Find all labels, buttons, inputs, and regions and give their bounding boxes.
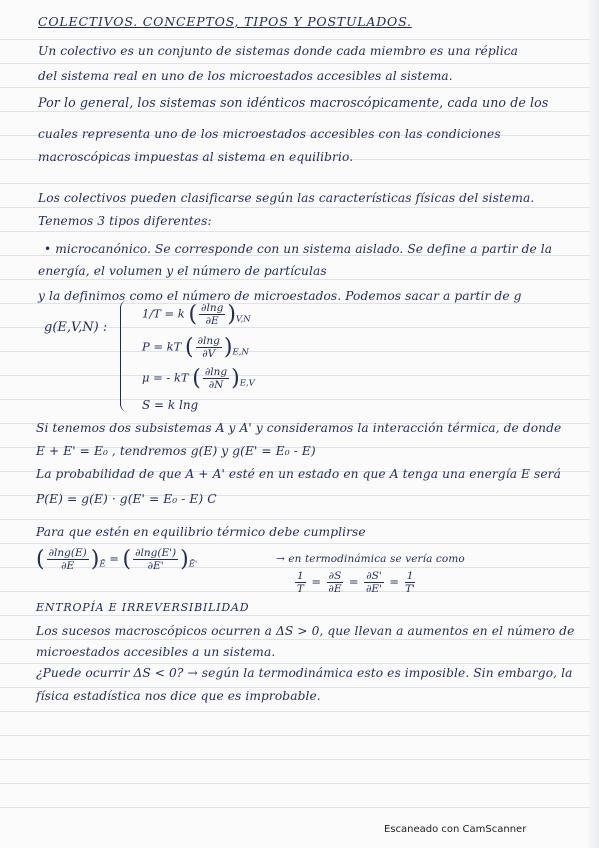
ruled-line — [0, 351, 599, 352]
ruled-line — [0, 687, 599, 688]
equation-temperature: 1/T = k ( $\frac{\partial\ln g}{\partial E}$ )$_{V,N}$ — [142, 301, 251, 327]
ruled-line — [0, 807, 599, 808]
system-lhs: g(E,V,N) : — [44, 320, 108, 335]
left-brace — [120, 300, 131, 412]
ruled-line — [0, 663, 599, 664]
bullet-item: • microcanónico. Se corresponde con un sistema aislado. Se define a partir de la — [44, 242, 553, 256]
equation-probability: P(E) = g(E) · g(E' = E₀ - E) C — [36, 492, 217, 506]
text-line: E + E' = E₀ , tendremos g(E) y g(E' = E₀ - E) — [36, 444, 316, 458]
page-edge-shadow — [589, 0, 599, 848]
ruled-line — [0, 303, 599, 304]
page-title: COLECTIVOS. CONCEPTOS, TIPOS Y POSTULADOS. — [38, 14, 412, 29]
ruled-line — [0, 87, 599, 88]
equation-chemical-potential: μ = - kT ( $\frac{\partial\ln g}{\partial N}$ )$_{E,V}$ — [142, 365, 255, 391]
text-line: ¿Puede ocurrir ΔS < 0? → según la termodinámica esto es imposible. Sin embargo, la — [36, 666, 573, 680]
equation-entropy: S = k lng — [142, 398, 199, 412]
ruled-line — [0, 783, 599, 784]
ruled-line — [0, 207, 599, 208]
text-line: y la definimos como el número de microestados. Podemos sacar a partir de g — [38, 289, 522, 303]
scanner-watermark: Escaneado con CamScanner — [384, 824, 527, 835]
text-line: cuales representa uno de los microestados accesibles con las condiciones — [38, 127, 501, 141]
ruled-line — [0, 231, 599, 232]
thermodynamic-equality: $\frac{1}{T}$ = $\frac{\partial S}{\partial E}$ = $\frac{\partial S'}{\partial E'}$ = $\frac{1}{T'}$ — [296, 570, 415, 595]
ruled-line — [0, 639, 599, 640]
ruled-line — [0, 735, 599, 736]
text-line: macroscópicas impuestas al sistema en equilibrio. — [38, 150, 354, 164]
text-line: Para que estén en equilibrio térmico debe cumplirse — [36, 525, 366, 539]
ruled-line — [0, 519, 599, 520]
text-line: energía, el volumen y el número de partículas — [38, 264, 327, 278]
text-line: Los colectivos pueden clasificarse según las características físicas del sistema. — [38, 191, 535, 205]
equilibrium-condition: ( $\frac{\partial\ln g(E)}{\partial E}$ )$_Ē$ = ( $\frac{\partial\ln g(E')}{\partial E'}$ )$_{Ē'}$ — [36, 546, 198, 572]
ruled-line — [0, 63, 599, 64]
ruled-line — [0, 399, 599, 400]
text-line: física estadística nos dice que es improbable. — [36, 689, 321, 703]
ruled-line — [0, 711, 599, 712]
text-line: Si tenemos dos subsistemas A y A' y consideramos la interacción térmica, de donde — [36, 421, 562, 435]
ruled-line — [0, 183, 599, 184]
text-line: La probabilidad de que A + A' esté en un estado en que A tenga una energía E será — [36, 467, 561, 481]
ruled-line — [0, 39, 599, 40]
equation-pressure: P = kT ( $\frac{\partial\ln g}{\partial V}$ )$_{E,N}$ — [142, 334, 249, 360]
ruled-line — [0, 279, 599, 280]
text-line: del sistema real en uno de los microestados accesibles al sistema. — [38, 69, 453, 83]
text-line: Tenemos 3 tipos diferentes: — [38, 214, 212, 228]
thermodynamics-note: → en termodinámica se vería como — [276, 553, 465, 565]
ruled-line — [0, 759, 599, 760]
text-line: microestados accesibles a un sistema. — [36, 645, 276, 659]
ruled-line — [0, 543, 599, 544]
text-line: Por lo general, los sistemas son idénticos macroscópicamente, cada uno de los — [38, 95, 549, 110]
ruled-line — [0, 615, 599, 616]
ruled-line — [0, 375, 599, 376]
text-line: Los sucesos macroscópicos ocurren a ΔS > 0, que llevan a aumentos en el número de — [36, 624, 575, 638]
ruled-line — [0, 111, 599, 112]
section-heading: ENTROPÍA E IRREVERSIBILIDAD — [36, 601, 250, 614]
text-line: Un colectivo es un conjunto de sistemas donde cada miembro es una réplica — [38, 44, 519, 58]
